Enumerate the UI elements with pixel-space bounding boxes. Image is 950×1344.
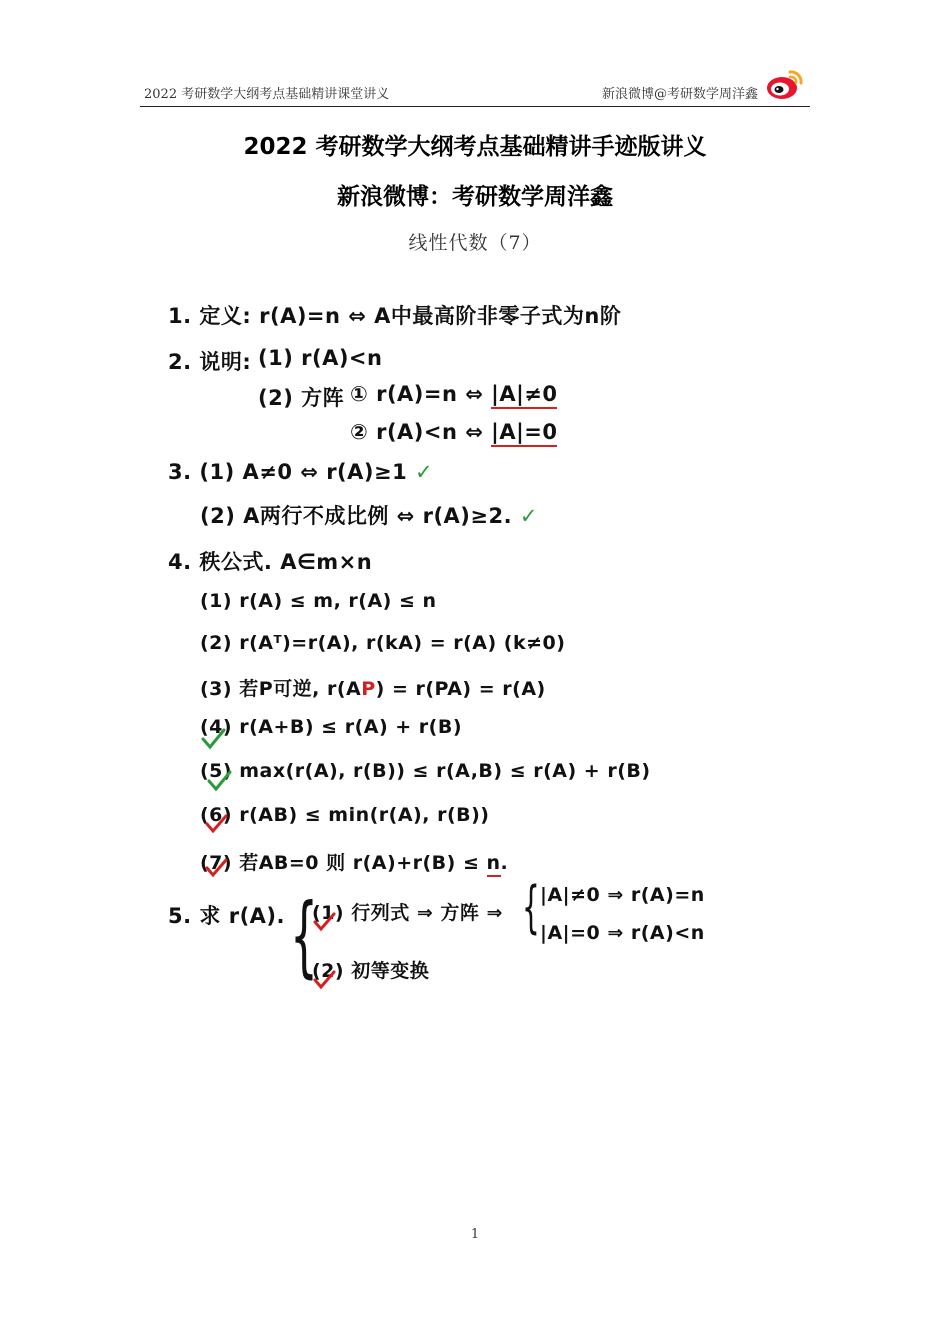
note-rank-formula-7 bbox=[200, 848, 508, 875]
note-det-nonzero-case: |A|≠0 ⇒ r(A)=n bbox=[540, 884, 705, 906]
note-rank-formula-2: (2) r(Aᵀ)=r(A), r(kA) = r(A) (k≠0) bbox=[200, 632, 566, 654]
check-mark-icon bbox=[204, 814, 228, 834]
invertible-p-text: (3) 若P可逆, r(A bbox=[200, 678, 362, 700]
note-find-rank-method-2: (2) 初等变换 bbox=[312, 960, 430, 982]
two-rows-text: (2) A两行不成比例 ⇔ r(A)≥2. bbox=[200, 504, 513, 528]
chapter-subtitle: 线性代数（7） bbox=[408, 232, 542, 254]
period-text: . bbox=[500, 852, 509, 874]
note-find-rank-label: 5. 求 r(A). bbox=[168, 904, 285, 928]
check-mark-icon bbox=[206, 770, 232, 792]
det-zero-text: |A|=0 bbox=[491, 420, 557, 447]
rank-less-n-text: r(A)<n ⇔ bbox=[376, 420, 484, 444]
check-mark-icon: ✓ bbox=[415, 460, 434, 484]
check-mark-icon: ✓ bbox=[519, 504, 538, 528]
document-author: 新浪微博：考研数学周洋鑫 bbox=[337, 184, 613, 210]
note-section-3-2 bbox=[200, 500, 538, 530]
note-det-zero-case: |A|=0 ⇒ r(A)<n bbox=[540, 922, 705, 944]
note-rank-formula-1: (1) r(A) ≤ m, r(A) ≤ n bbox=[200, 590, 437, 612]
note-definition: 1. 定义: r(A)=n ⇔ A中最高阶非零子式为n阶 bbox=[168, 304, 622, 328]
circled-number-1: ① bbox=[350, 382, 369, 406]
nonzero-matrix-text: 3. (1) A≠0 ⇔ r(A)≥1 bbox=[168, 460, 408, 484]
check-mark-icon bbox=[204, 858, 228, 878]
note-rank-formulas-heading: 4. 秩公式. A∈m×n bbox=[168, 550, 373, 574]
note-rank-formula-3 bbox=[200, 674, 546, 701]
header-weibo-account: 新浪微博@考研数学周洋鑫 bbox=[601, 87, 758, 102]
det-nonzero-text: |A|≠0 bbox=[491, 382, 557, 409]
note-find-rank-method-1: (1) 行列式 ⇒ 方阵 ⇒ bbox=[312, 902, 503, 924]
note-rank-formula-5: (5) max(r(A), r(B)) ≤ r(A,B) ≤ r(A) + r(B) bbox=[200, 760, 651, 782]
note-section-3-1 bbox=[168, 460, 433, 484]
circled-number-2: ② bbox=[350, 420, 369, 444]
underlined-n: n bbox=[487, 852, 501, 877]
note-explain-2-label: (2) 方阵 bbox=[258, 386, 345, 410]
note-explain-label: 2. 说明: bbox=[168, 350, 252, 374]
page-number: 1 bbox=[470, 1227, 480, 1242]
header-course-title: 2022 考研数学大纲考点基础精讲课堂讲义 bbox=[144, 87, 390, 102]
check-mark-icon bbox=[312, 912, 336, 932]
inner-brace: { bbox=[522, 875, 540, 940]
check-mark-icon bbox=[312, 970, 336, 990]
document-title: 2022 考研数学大纲考点基础精讲手迹版讲义 bbox=[243, 134, 707, 160]
note-explain-2b bbox=[350, 420, 557, 444]
note-explain-1: (1) r(A)<n bbox=[258, 346, 383, 370]
note-rank-formula-6: (6) r(AB) ≤ min(r(A), r(B)) bbox=[200, 804, 490, 826]
page-header bbox=[140, 62, 810, 107]
left-brace: { bbox=[290, 884, 318, 987]
weibo-logo-icon bbox=[762, 64, 806, 102]
ab-zero-text: (7) 若AB=0 则 r(A)+r(B) ≤ bbox=[200, 852, 487, 874]
note-explain-2a bbox=[350, 382, 557, 406]
red-p-letter: P bbox=[361, 678, 376, 700]
rank-equals-n-text: r(A)=n ⇔ bbox=[376, 382, 484, 406]
rank-pa-text: ) = r(PA) = r(A) bbox=[375, 678, 546, 700]
check-mark-icon bbox=[200, 728, 226, 750]
note-rank-formula-4: (4) r(A+B) ≤ r(A) + r(B) bbox=[200, 716, 463, 738]
